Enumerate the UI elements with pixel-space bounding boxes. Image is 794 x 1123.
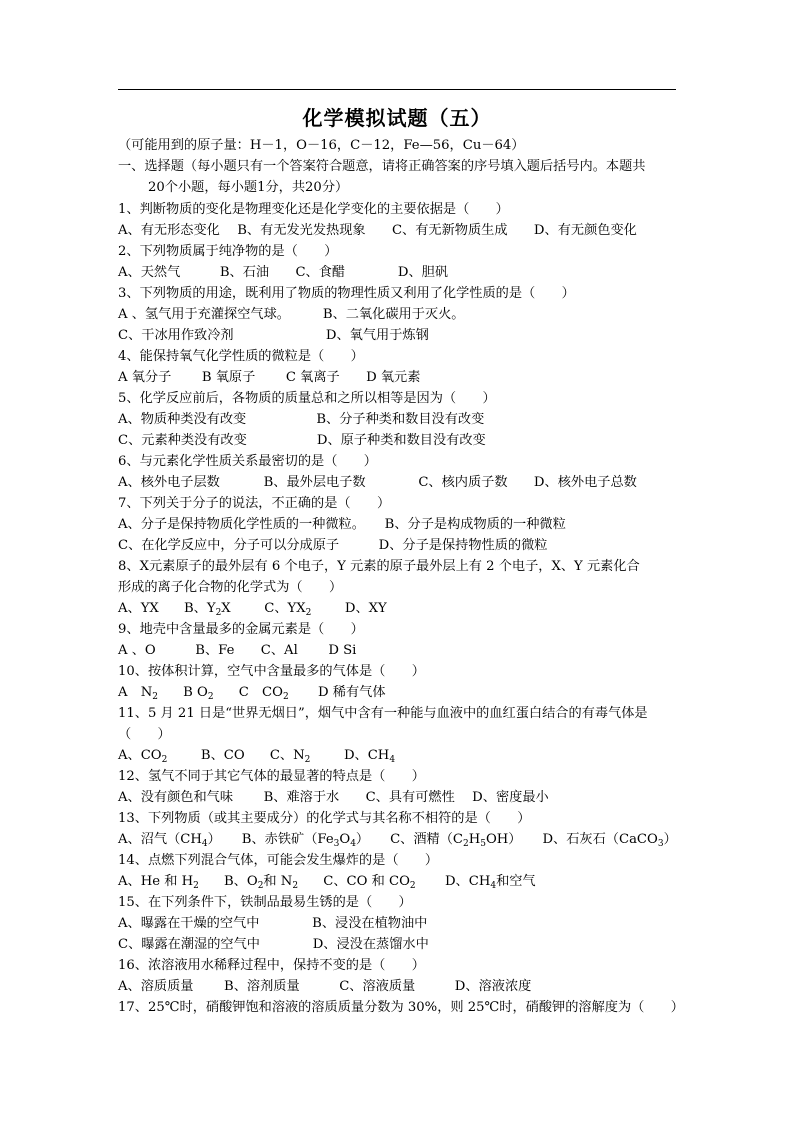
- option-c: C、CO 和 $CO_2$: [323, 874, 416, 891]
- question-8-stem: 8、X元素原子的最外层有 6 个电子，Y 元素的原子最外层上有 2 个电子，X、Y 元素化合: [118, 559, 640, 574]
- option-a: A、YX: [118, 601, 159, 616]
- question-14-stem: 14、点燃下列混合气体，可能会发生爆炸的是（ ）: [118, 853, 439, 868]
- question-12-options: A、没有颜色和气味 B、难溶于水 C、具有可燃性 D、密度最小: [118, 790, 549, 805]
- question-3-options-ab: A 、氢气用于充灌探空气球。 B、二氧化碳用于灭火。: [118, 307, 465, 322]
- question-5-options-cd: C、元素种类没有改变 D、原子种类和数目没有改变: [118, 433, 486, 448]
- question-9-stem: 9、地壳中含量最多的金属元素是（ ）: [118, 622, 364, 637]
- option-b: B $O_2$: [183, 685, 214, 702]
- question-14-options: [118, 873, 536, 891]
- header-rule: [118, 89, 676, 90]
- page-title: 化学模拟试题（五）: [302, 106, 492, 130]
- question-15-options-cd: C、曝露在潮湿的空气中 D、浸没在蒸馏水中: [118, 937, 429, 952]
- option-b: B、$Y_2X$: [183, 601, 231, 618]
- question-11-options: [118, 747, 395, 765]
- question-10-stem: 10、按体积计算，空气中含量最多的气体是（ ）: [118, 664, 425, 679]
- option-c: C、$YX_2$: [264, 601, 312, 618]
- option-a: A、He 和 $H_2$: [118, 874, 199, 891]
- question-1-stem: 1、判断物质的变化是物理变化还是化学变化的主要依据是（ ）: [118, 202, 509, 217]
- option-b: B、赤铁矿$(Fe_3O_4)$: [241, 832, 370, 849]
- question-13-options: [118, 831, 677, 849]
- question-15-options-ab: A、曝露在干燥的空气中 B、浸没在植物油中: [118, 916, 428, 931]
- option-c: C $CO_2$: [238, 685, 289, 702]
- option-a: A、$CO_2$: [118, 748, 168, 765]
- question-2-stem: 2、下列物质属于纯净物的是（ ）: [118, 244, 338, 259]
- question-13-stem: 13、下列物质（或其主要成分）的化学式与其名称不相符的是（ ）: [118, 811, 531, 826]
- option-d: D 稀有气体: [318, 685, 386, 700]
- question-3-stem: 3、下列物质的用途，既利用了物质的物理性质又利用了化学性质的是（ ）: [118, 286, 575, 301]
- option-a: A、沼气$(CH_4)$: [118, 832, 221, 849]
- question-5-options-ab: A、物质种类没有改变 B、分子种类和数目没有改变: [118, 412, 485, 427]
- question-11-stem: 11、5 月 21 日是“世界无烟日”，烟气中含有一种能与血液中的血红蛋白结合的有毒气体是: [118, 706, 648, 721]
- question-2-options: A、天然气 B、石油 C、食醋 D、胆矾: [118, 265, 449, 280]
- option-b: B、CO: [200, 748, 245, 763]
- section-heading-cont: 20个小题，每小题1分，共20分）: [148, 180, 349, 195]
- question-12-stem: 12、氢气不同于其它气体的最显著的特点是（ ）: [118, 769, 425, 784]
- option-d: D、XY: [344, 601, 387, 616]
- question-3-options-cd: C、干冰用作致冷剂 D、氧气用于炼钢: [118, 328, 429, 343]
- question-8-stem-cont: 形成的离子化合物的化学式为（ ）: [118, 580, 343, 595]
- question-11-stem-cont: （ ）: [118, 727, 171, 742]
- question-6-stem: 6、与元素化学性质关系最密切的是（ ）: [118, 454, 377, 469]
- question-8-options: [118, 600, 387, 618]
- question-17-stem: 17、25℃时，硝酸钾饱和溶液的溶质质量分数为 30%，则 25℃时，硝酸钾的溶解度为（ ）: [118, 1000, 684, 1015]
- option-d: D、$CH_4$和空气: [444, 874, 536, 891]
- option-c: C、$N_2$: [269, 748, 311, 765]
- question-15-stem: 15、在下列条件下，铁制品最易生锈的是（ ）: [118, 895, 412, 910]
- option-d: D、$CH_4$: [343, 748, 396, 765]
- question-6-options: A、核外电子层数 B、最外层电子数 C、核内质子数 D、核外电子总数: [118, 475, 637, 490]
- question-7-options-cd: C、在化学反应中，分子可以分成原子 D、分子是保持物性质的微粒: [118, 538, 548, 553]
- question-4-stem: 4、能保持氧气化学性质的微粒是（ ）: [118, 349, 364, 364]
- question-5-stem: 5、化学反应前后，各物质的质量总和之所以相等是因为（ ）: [118, 391, 496, 406]
- option-d: D、石灰石（CaCO$_3$）: [542, 832, 677, 849]
- question-7-stem: 7、下列关于分子的说法，不正确的是（ ）: [118, 496, 391, 511]
- question-16-options: A、溶质质量 B、溶剂质量 C、溶液质量 D、溶液浓度: [118, 979, 532, 994]
- option-a: A $N_2$: [118, 685, 158, 702]
- question-7-options-ab: A、分子是保持物质化学性质的一种微粒。 B、分子是构成物质的一种微粒: [118, 517, 566, 532]
- question-1-options: A、有无形态变化 B、有无发光发热现象 C、有无新物质生成 D、有无颜色变化: [118, 223, 637, 238]
- question-10-options: [118, 684, 386, 702]
- option-b: B、$O_2$和 $N_2$: [223, 874, 299, 891]
- question-4-options: A 氧分子 B 氧原子 C 氧离子 D 氧元素: [118, 370, 421, 385]
- section-heading: 一、选择题（每小题只有一个答案符合题意，请将正确答案的序号填入题后括号内。本题共: [118, 159, 646, 174]
- question-16-stem: 16、浓溶液用水稀释过程中，保持不变的是（ ）: [118, 958, 425, 973]
- option-c: C、酒精$(C_2H_5OH)$: [390, 832, 522, 849]
- question-9-options: A 、O B、Fe C、Al D Si: [118, 643, 357, 658]
- atomic-masses-note: （可能用到的原子量：H－1，O－16，C－12，Fe—56，Cu－64）: [118, 138, 525, 153]
